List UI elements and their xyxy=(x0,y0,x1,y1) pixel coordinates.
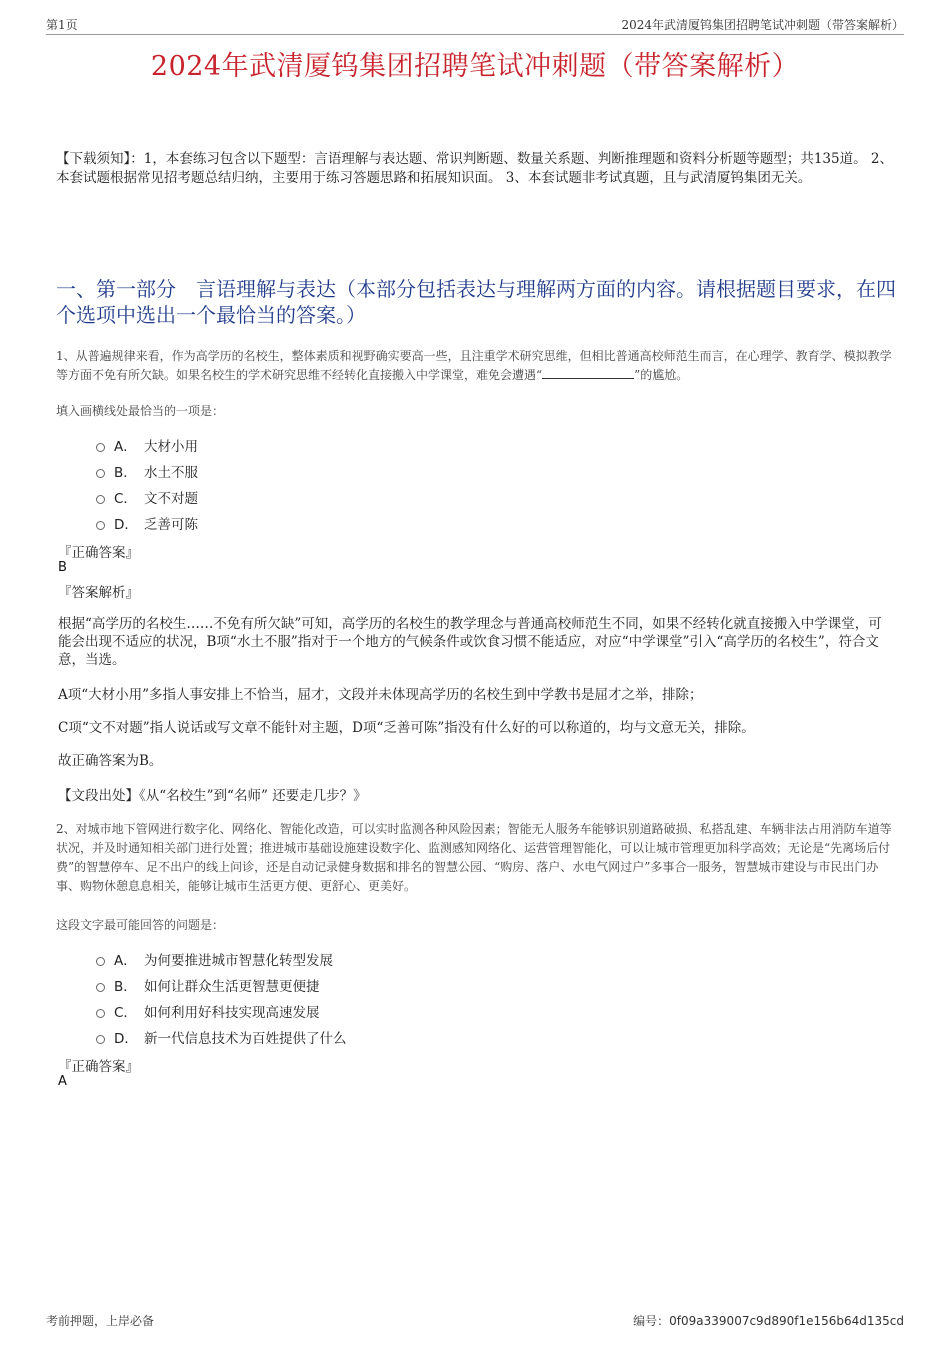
document-code: 编号：0f09a339007c9d890f1e156b64d135cd xyxy=(633,1314,904,1328)
radio-icon[interactable] xyxy=(96,983,105,992)
question-1-prompt: 填入画横线处最恰当的一项是： xyxy=(56,404,225,418)
question-1-options xyxy=(96,432,198,536)
download-notice: 【下载须知】：1，本套练习包含以下题型：言语理解与表达题、常识判断题、数量关系题、判断推理题和资料分析题等题型；共135道。 2、本套试题根据常见招考题总结归纳，主要用于练习答题思路和拓展知识面。 3、本套试题非考试真题，且与武清厦钨集团无关。 xyxy=(56,151,893,186)
page-header xyxy=(46,14,904,35)
question-1-stem: 1、从普遍规律来看，作为高学历的名校生，整体素质和视野确实要高一些，且注重学术研究思维，但相比普通高校师范生而言，在心理学、教育学、模拟教学等方面不免有所欠缺。如果名校生的学术研究思维不经转化直接搬入中学课堂，难免会遭遇“ ”的尴尬。 xyxy=(56,349,892,382)
text-source: 【文段出处】《从“名校生”到“名师” 还要走几步？》 xyxy=(58,788,367,804)
option-b[interactable]: B． 水土不服 xyxy=(96,458,198,484)
question-2-options xyxy=(96,946,347,1050)
analysis-conclusion: 故正确答案为B。 xyxy=(58,753,163,769)
question-2-prompt: 这段文字最可能回答的问题是： xyxy=(56,918,225,932)
analysis-paragraph: 根据“高学历的名校生……不免有所欠缺”可知，高学历的名校生的教学理念与普通高校师范生不同，如果不经转化就直接搬入中学课堂，可能会出现不适应的状况，B项“水土不服”指对于一个地方的气候条件或饮食习惯不能适应，对应“中学课堂”引入“高学历的名校生”，符合文意，当选。 xyxy=(58,616,882,668)
correct-answer-value: A xyxy=(58,1074,67,1089)
analysis-paragraph: C项“文不对题”指人说话或写文章不能针对主题，D项“乏善可陈”指没有什么好的可以称道的，均与文意无关，排除。 xyxy=(58,720,755,736)
document-title: 2024年武清厦钨集团招聘笔试冲刺题（带答案解析） xyxy=(150,51,800,82)
option-a[interactable]: A． 大材小用 xyxy=(96,432,198,458)
analysis-paragraph: A项“大材小用”多指人事安排上不恰当，屈才，文段并未体现高学历的名校生到中学教书是屈才之举，排除； xyxy=(58,687,703,703)
question-2-stem: 2、对城市地下管网进行数字化、网络化、智能化改造，可以实时监测各种风险因素；智能无人服务车能够识别道路破损、私搭乱建、车辆非法占用消防车道等状况，并及时通知相关部门进行处置；推进城市基础设施建设数字化、监测感知网络化、运营管理智能化，可以让城市管理更加科学高效；无论是“先离场后付费”的智慧停车、足不出户的线上问诊，还是自动记录健身数据和排名的智慧公园、“购房、落户、水电气网过户”多事合一服务，智慧城市建设与市民出门办事、购物休憩息息相关，能够让城市生活更方便、更舒心、更美好。 xyxy=(56,822,892,893)
radio-icon[interactable] xyxy=(96,957,105,966)
footer-slogan: 考前押题，上岸必备 xyxy=(46,1314,155,1328)
radio-icon[interactable] xyxy=(96,1009,105,1018)
radio-icon[interactable] xyxy=(96,443,105,452)
section-heading: 一、第一部分 言语理解与表达（本部分包括表达与理解两方面的内容。请根据题目要求，在四个选项中选出一个最恰当的答案。） xyxy=(56,277,896,327)
radio-icon[interactable] xyxy=(96,495,105,504)
radio-icon[interactable] xyxy=(96,1035,105,1044)
option-d[interactable]: D． 新一代信息技术为百姓提供了什么 xyxy=(96,1024,347,1050)
radio-icon[interactable] xyxy=(96,469,105,478)
option-d[interactable]: D． 乏善可陈 xyxy=(96,510,198,536)
option-c[interactable]: C． 如何利用好科技实现高速发展 xyxy=(96,998,347,1024)
header-doc-title: 2024年武清厦钨集团招聘笔试冲刺题（带答案解析） xyxy=(621,18,904,32)
correct-answer-value: B xyxy=(58,560,67,575)
correct-answer-label: 『正确答案』 xyxy=(58,1059,139,1075)
analysis-label: 『答案解析』 xyxy=(58,585,139,601)
radio-icon[interactable] xyxy=(96,521,105,530)
correct-answer-label: 『正确答案』 xyxy=(58,545,139,561)
option-a[interactable]: A． 为何要推进城市智慧化转型发展 xyxy=(96,946,347,972)
page-number: 第1页 xyxy=(46,18,78,32)
option-c[interactable]: C． 文不对题 xyxy=(96,484,198,510)
answer-blank xyxy=(542,366,634,379)
option-b[interactable]: B． 如何让群众生活更智慧更便捷 xyxy=(96,972,347,998)
